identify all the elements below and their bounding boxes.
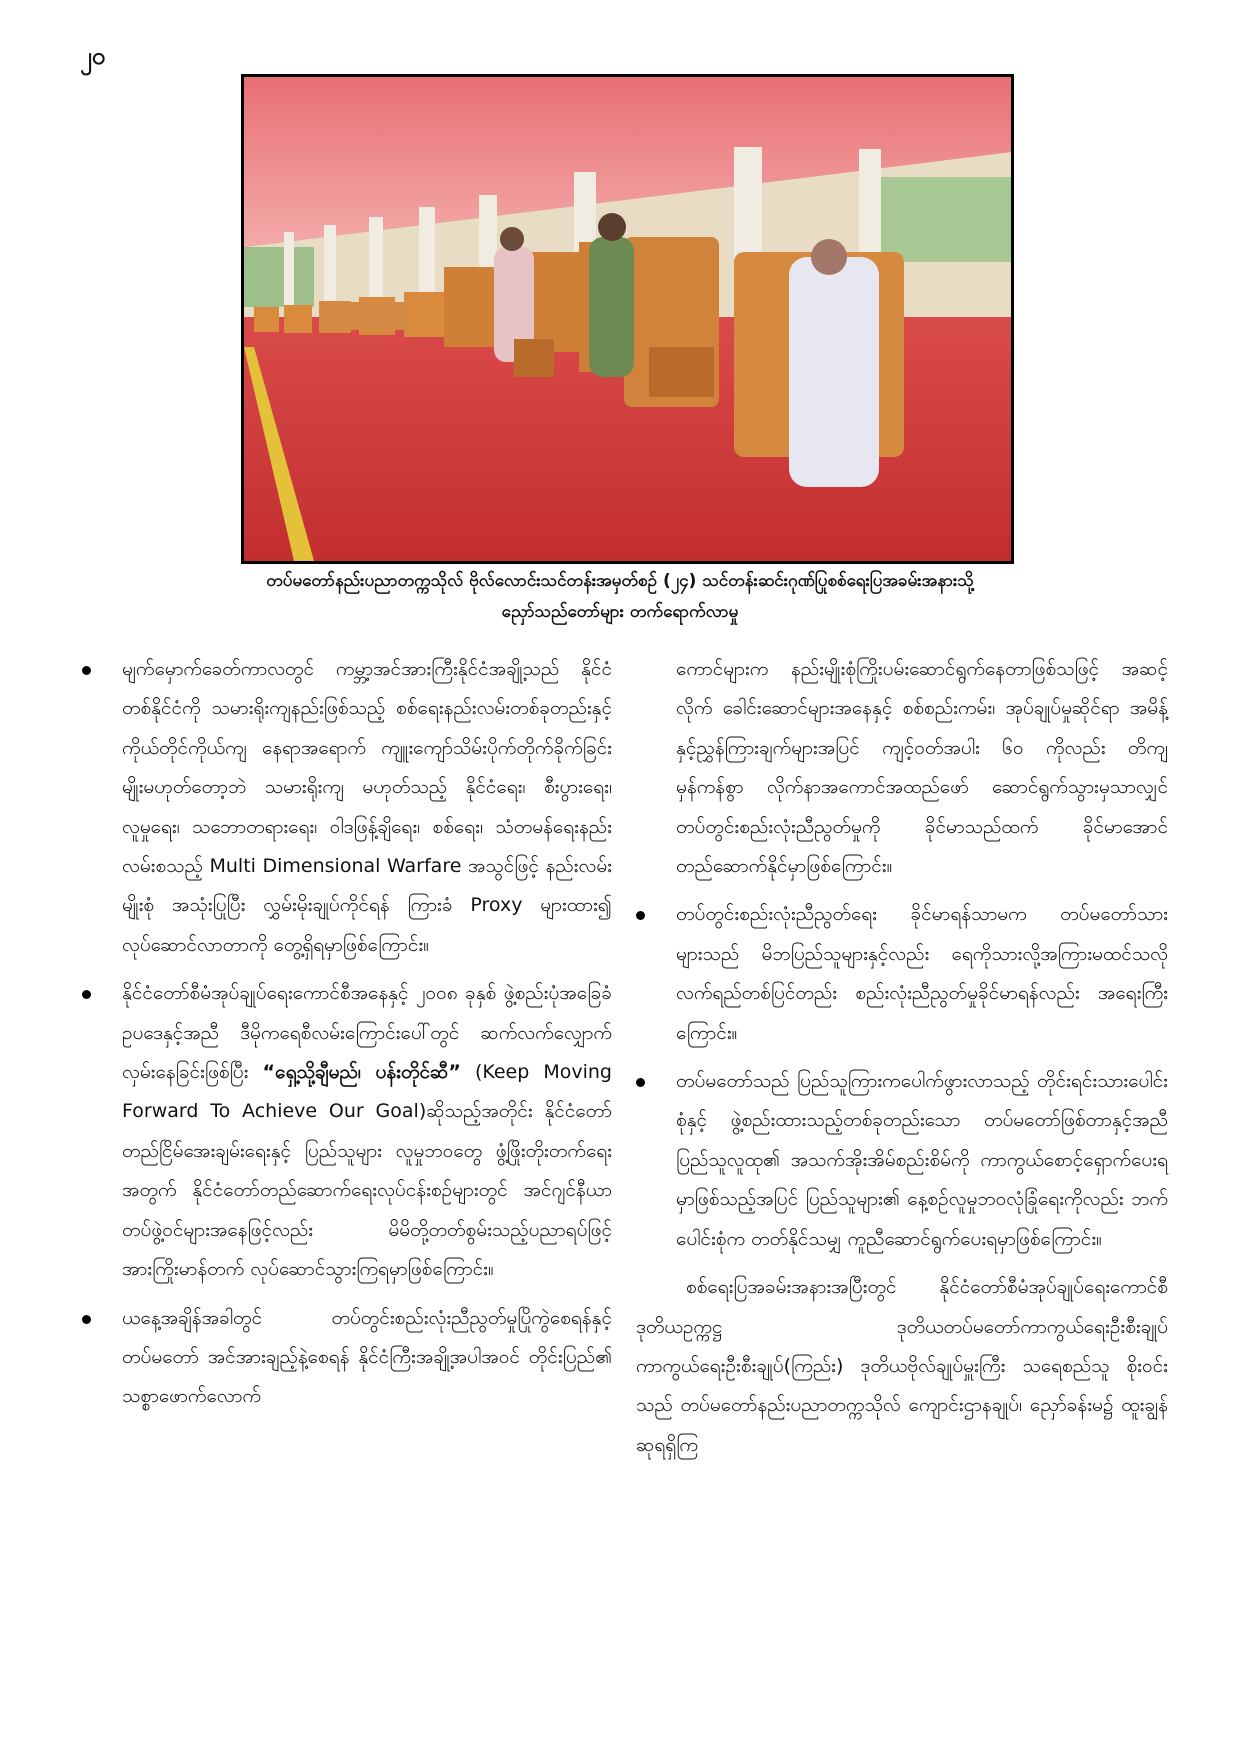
body-paragraph: စစ်ရေးပြအခမ်းအနားအပြီးတွင် နိုင်ငံတော်စီမံအုပ်ချုပ်ရေးကောင်စီ ဒုတိယဥက္ကဋ္ဌ ဒုတိယတပ်မတော်ကာကွယ်ရေးဦးစီးချုပ် ကာကွယ်ရေးဦးစီးချုပ်(ကြည်း) ဒုတိယဗိုလ်ချုပ်မှူးကြီး သရေစည်သူ စိုးဝင်းသည် တပ်မတော်နည်းပညာတက္ကသိုလ် ကျောင်းဌာနချုပ်၊ ညှော်ခန်းမ၌ ထူးချွန်ဆုရရှိကြ — [636, 1276, 1168, 1456]
left-column — [82, 650, 612, 1426]
bullet-icon — [82, 666, 91, 675]
bullet-text: တပ်တွင်းစည်းလုံးညီညွတ်ရေး ခိုင်မာရန်သာမက တပ်မတော်သားများသည် မိဘပြည်သူများနှင့်လည်း ရေကိုသားလို့အကြားမထင်သလို လက်ရည်တစ်ပြင်တည်း စည်းလုံးညီညွတ်မှုခိုင်မာရန်လည်း အရေးကြီးကြောင်း။ — [676, 903, 1168, 1044]
bullet-icon — [636, 1078, 645, 1087]
bullet-text: မျက်မှောက်ခေတ်ကာလတွင် ကမ္ဘာ့အင်အားကြီးနိုင်ငံအချို့သည် နိုင်ငံတစ်နိုင်ငံကို သမားရိုးကျနည်းဖြစ်သည့် စစ်ရေးနည်းလမ်းတစ်ခုတည်းနှင့် ကိုယ်တိုင်ကိုယ်ကျ နေရာအရောက် ကျူးကျော်သိမ်းပိုက်တိုက်ခိုက်ခြင်းမျိုးမဟုတ်တော့ဘဲ သမားရိုးကျ မဟုတ်သည့် နိုင်ငံရေး၊ စီးပွားရေး၊ လူမှုရေး၊ သဘောတရားရေး၊ ဝါဒဖြန့်ချိရေး၊ စစ်ရေး၊ သံတမန်ရေးနည်းလမ်းစသည့် Multi Dimensional Warfare အသွင်ဖြင့် နည်းလမ်းမျိုးစုံ အသုံးပြုပြီး လွှမ်းမိုးချုပ်ကိုင်ရန် ကြားခံ Proxy များထား၍ လုပ်ဆောင်လာတာကို တွေ့ရှိရမှာဖြစ်ကြောင်း။ — [122, 658, 612, 956]
bullet-text: နိုင်ငံတော်စီမံအုပ်ချုပ်ရေးကောင်စီအနေနှင့် ၂၀၀၈ ခုနှစ် ဖွဲ့စည်းပုံအခြေခံဥပဒေနှင့်အညီ ဒီမိုကရေစီလမ်းကြောင်းပေါ်တွင် ဆက်လက်လျှောက်လှမ်းနေခြင်းဖြစ်ပြီး — [122, 982, 612, 1084]
bullet-paragraph — [82, 650, 612, 965]
bullet-icon — [636, 911, 645, 920]
bullet-icon — [82, 1315, 91, 1324]
bullet-text: တပ်မတော်သည် ပြည်သူကြားကပေါက်ဖွားလာသည့် တိုင်းရင်းသားပေါင်းစုံနှင့် ဖွဲ့စည်းထားသည့်တစ်ခုတည်းသော တပ်မတော်ဖြစ်တာနှင့်အညီ ပြည်သူလူထု၏ အသက်အိုးအိမ်စည်းစိမ်ကို ကာကွယ်စောင့်ရှောက်ပေးရမှာဖြစ်သည့်အပြင် ပြည်သူများ၏ နေ့စဉ်လူမှုဘဝလုံခြုံရေးကိုလည်း ဘက်ပေါင်းစုံက တတ်နိုင်သမျှ ကူညီဆောင်ရွက်ပေးရမှာဖြစ်ကြောင်း။ — [676, 1070, 1168, 1250]
bullet-continuation: ကောင်များက နည်းမျိုးစုံကြိုးပမ်းဆောင်ရွက်နေတာဖြစ်သဖြင့် အဆင့်လိုက် ခေါင်းဆောင်များအနေနှင့် စစ်စည်းကမ်း၊ အုပ်ချုပ်မှုဆိုင်ရာ အမိန့်နှင့်ညွှန်ကြားချက်များအပြင် ကျင့်ဝတ်အပါး ၆၀ ကိုလည်း တိကျမှန်ကန်စွာ လိုက်နာအကောင်အထည်ဖော် ဆောင်ရွက်သွားမှသာလျှင် တပ်တွင်းစည်းလုံးညီညွတ်မှုကို ခိုင်မာသည်ထက် ခိုင်မာအောင်တည်ဆောက်နိုင်မှာဖြစ်ကြောင်း။ — [676, 658, 1168, 878]
caption-line-1: တပ်မတော်နည်းပညာတက္ကသိုလ် ဗိုလ်လောင်းသင်တန်းအမှတ်စဉ် (၂၄) သင်တန်းဆင်းဂုဏ်ပြုစစ်ရေးပြအခမ်းအနားသို့ — [266, 571, 974, 591]
right-column — [636, 650, 1168, 1474]
bullet-paragraph — [82, 974, 612, 1289]
page-number: ၂၀ — [80, 42, 106, 70]
photo-caption — [120, 566, 1120, 628]
bullet-paragraph — [636, 895, 1168, 1053]
slogan-text: “ရှေ့သို့ချီမည်၊ ပန်းတိုင်ဆီ” — [262, 1061, 461, 1084]
ceremony-photo — [241, 74, 1014, 564]
bullet-text: (Keep Moving Forward To Achieve Our Goal)ဆိုသည့်အတိုင်း နိုင်ငံတော်တည်ငြိမ်အေးချမ်းရေးနှင့် ပြည်သူများ လူမှုဘဝတွေ ဖွံ့ဖြိုးတိုးတက်ရေးအတွက် နိုင်ငံတော်တည်ဆောက်ရေးလုပ်ငန်းစဉ်များတွင် အင်ဂျင်နီယာတပ်ဖွဲ့ဝင်များအနေဖြင့်လည်း မိမိတို့တတ်စွမ်းသည့်ပညာရပ်ဖြင့် အားကြိုးမာန်တက် လုပ်ဆောင်သွားကြရမှာဖြစ်ကြောင်း။ — [122, 1061, 612, 1281]
caption-line-2: ညှော်သည်တော်များ တက်ရောက်လာမှု — [501, 602, 739, 622]
bullet-paragraph — [636, 1062, 1168, 1259]
bullet-paragraph — [82, 1299, 612, 1417]
bullet-icon — [82, 990, 91, 999]
bullet-text: ယနေ့အချိန်အခါတွင် တပ်တွင်းစည်းလုံးညီညွတ်မှုပြိုကွဲစေရန်နှင့် တပ်မတော် အင်အားချည့်နဲ့စေရန် နိုင်ငံကြီးအချို့အပါအဝင် တိုင်းပြည်၏ သစ္စာဖောက်လောက် — [122, 1306, 612, 1408]
